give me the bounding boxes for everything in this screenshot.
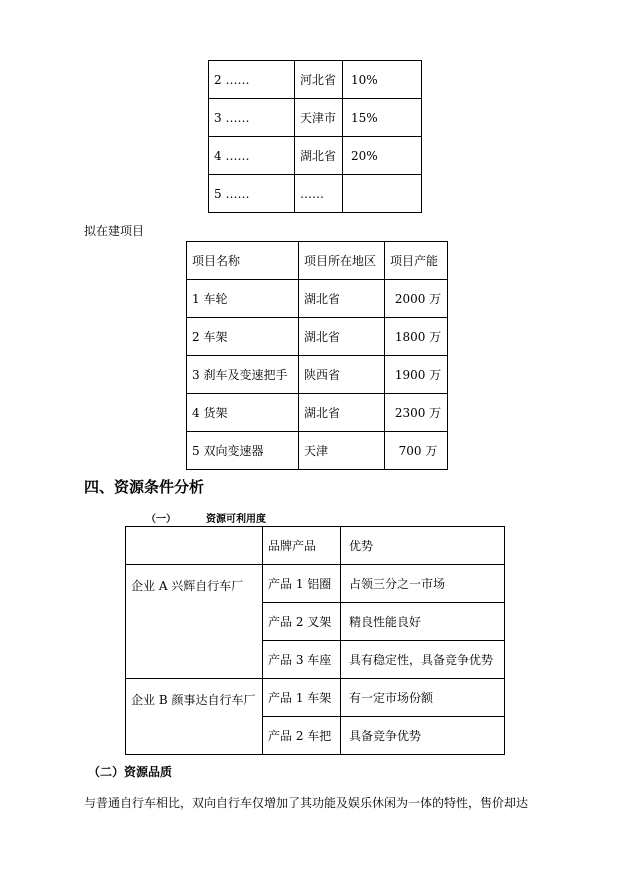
enterprise-b-cell: 企业 B 颜事达自行车厂 bbox=[126, 679, 263, 755]
table-row bbox=[209, 99, 422, 137]
subsection-heading bbox=[146, 510, 266, 525]
enterprise-a-cell: 企业 A 兴辉自行车厂 bbox=[126, 565, 263, 679]
table-row bbox=[187, 432, 448, 470]
header-project-name: 项目名称 bbox=[187, 242, 299, 280]
project-name: 3 刹车及变速把手 bbox=[187, 356, 299, 394]
percent-cell: 15% bbox=[343, 99, 422, 137]
header-project-capacity: 项目产能 bbox=[385, 242, 448, 280]
table-row bbox=[126, 565, 505, 603]
project-capacity: 1800 万 bbox=[385, 318, 448, 356]
row-number: 3 …… bbox=[209, 99, 295, 137]
project-name: 5 双向变速器 bbox=[187, 432, 299, 470]
region-cell: 天津市 bbox=[295, 99, 343, 137]
project-capacity: 1900 万 bbox=[385, 356, 448, 394]
product-cell: 产品 1 车架 bbox=[263, 679, 341, 717]
table-row bbox=[187, 280, 448, 318]
project-region: 湖北省 bbox=[299, 394, 385, 432]
table-header-row bbox=[126, 527, 505, 565]
advantage-cell: 精良性能良好 bbox=[341, 603, 505, 641]
product-cell: 产品 1 铝圈 bbox=[263, 565, 341, 603]
table-row bbox=[187, 394, 448, 432]
table-row bbox=[209, 137, 422, 175]
resource-availability-table bbox=[125, 526, 505, 755]
advantage-cell: 具有稳定性，具备竞争优势 bbox=[341, 641, 505, 679]
project-capacity: 700 万 bbox=[385, 432, 448, 470]
region-cell: 湖北省 bbox=[295, 137, 343, 175]
row-number: 2 …… bbox=[209, 61, 295, 99]
header-blank bbox=[126, 527, 263, 565]
region-cell: 河北省 bbox=[295, 61, 343, 99]
section-heading: 四、资源条件分析 bbox=[84, 478, 205, 496]
project-name: 2 车架 bbox=[187, 318, 299, 356]
project-region: 湖北省 bbox=[299, 318, 385, 356]
subsection-title: 资源可利用度 bbox=[206, 514, 266, 525]
header-advantage: 优势 bbox=[341, 527, 505, 565]
table-row bbox=[187, 318, 448, 356]
table-row bbox=[209, 175, 422, 213]
project-region: 陕西省 bbox=[299, 356, 385, 394]
project-region: 天津 bbox=[299, 432, 385, 470]
region-cell: …… bbox=[295, 175, 343, 213]
project-region: 湖北省 bbox=[299, 280, 385, 318]
body-paragraph: 与普通自行车相比，双向自行车仅增加了其功能及娱乐休闲为一体的特性，售价却达 bbox=[84, 796, 529, 810]
header-brand-product: 品牌产品 bbox=[263, 527, 341, 565]
project-name: 4 货架 bbox=[187, 394, 299, 432]
table-header-row bbox=[187, 242, 448, 280]
product-cell: 产品 2 叉架 bbox=[263, 603, 341, 641]
planned-projects-label: 拟在建项目 bbox=[84, 224, 145, 238]
table-row bbox=[126, 679, 505, 717]
advantage-cell: 有一定市场份额 bbox=[341, 679, 505, 717]
table-row bbox=[187, 356, 448, 394]
percent-cell: 20% bbox=[343, 137, 422, 175]
subsection-heading-quality: （二）资源品质 bbox=[88, 765, 173, 779]
product-cell: 产品 2 车把 bbox=[263, 717, 341, 755]
row-number: 5 …… bbox=[209, 175, 295, 213]
planned-projects-table bbox=[186, 241, 448, 470]
table-row bbox=[209, 61, 422, 99]
header-project-region: 项目所在地区 bbox=[299, 242, 385, 280]
project-capacity: 2300 万 bbox=[385, 394, 448, 432]
project-capacity: 2000 万 bbox=[385, 280, 448, 318]
product-cell: 产品 3 车座 bbox=[263, 641, 341, 679]
subsection-number: （一） bbox=[146, 514, 176, 525]
row-number: 4 …… bbox=[209, 137, 295, 175]
advantage-cell: 具备竞争优势 bbox=[341, 717, 505, 755]
percent-cell: 10% bbox=[343, 61, 422, 99]
region-share-table bbox=[208, 60, 422, 213]
project-name: 1 车轮 bbox=[187, 280, 299, 318]
advantage-cell: 占领三分之一市场 bbox=[341, 565, 505, 603]
percent-cell bbox=[343, 175, 422, 213]
